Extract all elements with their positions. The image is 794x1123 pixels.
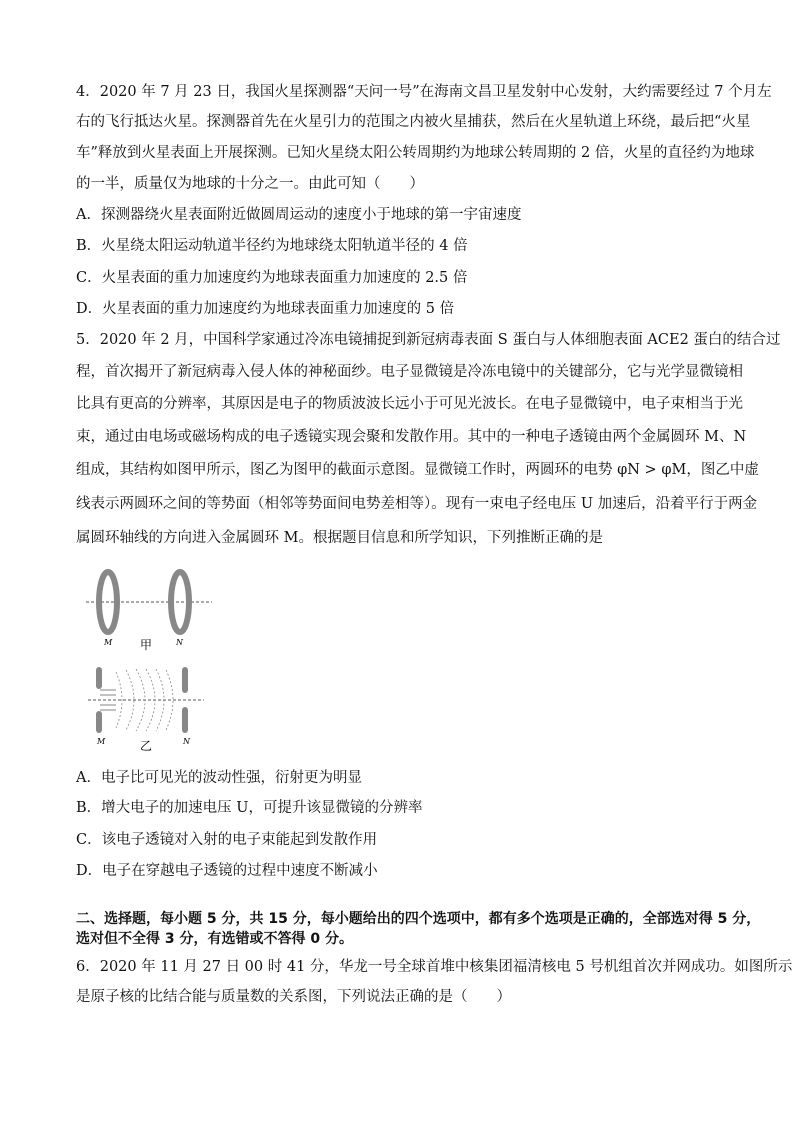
label-m-2: M [97,737,106,746]
q4-stem-line-4: 的一半，质量仅为地球的十分之一。由此可知（ ） [76,176,424,192]
q5-stem-line-5: 组成，其结构如图甲所示，图乙为图甲的截面示意图。显微镜工作时，两圆环的电势 φN > φM，图乙中虚 [76,462,759,478]
caption-jia: 甲 [140,638,153,652]
label-n: N [176,638,183,647]
section2-heading-line-1: 二、选择题，每小题 5 分，共 15 分，每小题给出的四个选项中，都有多个选项是正确的，全部选对得 5 分， [76,911,761,927]
q5-stem-line-4: 束，通过由电场或磁场构成的电子透镜实现会聚和发散作用。其中的一种电子透镜由两个金属圆环 M、N [76,429,747,445]
q5-stem-line-2: 程，首次揭开了新冠病毒入侵人体的神秘面纱。电子显微镜是冷冻电镜中的关键部分，它与光学显微镜相 [76,364,743,380]
q6-stem-line-2: 是原子核的比结合能与质量数的关系图，下列说法正确的是（ ） [76,989,511,1005]
ring-n [171,572,189,632]
q4-stem-line-2: 右的飞行抵达火星。探测器首先在火星引力的范围之内被火星捕获，然后在火星轨道上环绕，最后把“火星 [76,114,751,130]
q4-stem-line-1: 4．2020 年 7 月 23 日，我国火星探测器“天问一号”在海南文昌卫星发射中心发射，大约需要经过 7 个月左 [76,84,772,100]
ring-n-top [182,667,188,693]
q5-stem-line-3: 比具有更高的分辨率，其原因是电子的物质波波长远小于可见光波长。在电子显微镜中，电子束相当于光 [76,396,743,412]
q4-option-c: C．火星表面的重力加速度约为地球表面重力加速度的 2.5 倍 [76,270,468,286]
q4-stem-line-3: 车”释放到火星表面上开展探测。已知火星绕太阳公转周期约为地球公转周期的 2 倍，火星的直径约为地球 [76,145,755,161]
q5-option-c: C．该电子透镜对入射的电子束能起到发散作用 [76,832,378,848]
label-m: M [104,638,113,647]
section2-heading-line-2: 选对但不全得 3 分，有选错或不答得 0 分。 [76,931,353,947]
q6-stem-line-1: 6．2020 年 11 月 27 日 00 时 41 分，华龙一号全球首堆中核集团福清核电 5 号机组首次并网成功。如图所示 [76,959,793,975]
ring-m-top [96,667,102,689]
q4-option-b: B．火星绕太阳运动轨道半径约为地球绕太阳轨道半径的 4 倍 [76,238,468,254]
q4-option-a: A．探测器绕火星表面附近做圆周运动的速度小于地球的第一宇宙速度 [76,207,522,223]
q5-stem-line-1: 5．2020 年 2 月，中国科学家通过冷冻电镜捕捉到新冠病毒表面 S 蛋白与人体细胞表面 ACE2 蛋白的结合过 [76,332,781,348]
q4-option-d: D．火星表面的重力加速度约为地球表面重力加速度的 5 倍 [76,301,455,317]
caption-yi: 乙 [140,739,153,753]
figure-jia [84,562,214,662]
ring-n-bottom [182,707,188,733]
figure-yi [86,664,206,754]
ring-m-bottom [96,711,102,733]
q5-option-b: B．增大电子的加速电压 U，可提升该显微镜的分辨率 [76,800,423,816]
label-n-2: N [183,737,190,746]
q5-option-a: A．电子比可见光的波动性强，衍射更为明显 [76,770,362,786]
q5-option-d: D．电子在穿越电子透镜的过程中速度不断减小 [76,863,378,879]
q5-stem-line-6: 线表示两圆环之间的等势面（相邻等势面间电势差相等）。现有一束电子经电压 U 加速后，沿着平行于两金 [76,496,758,512]
q5-stem-line-7: 属圆环轴线的方向进入金属圆环 M。根据题目信息和所学知识，下列推断正确的是 [76,530,603,546]
